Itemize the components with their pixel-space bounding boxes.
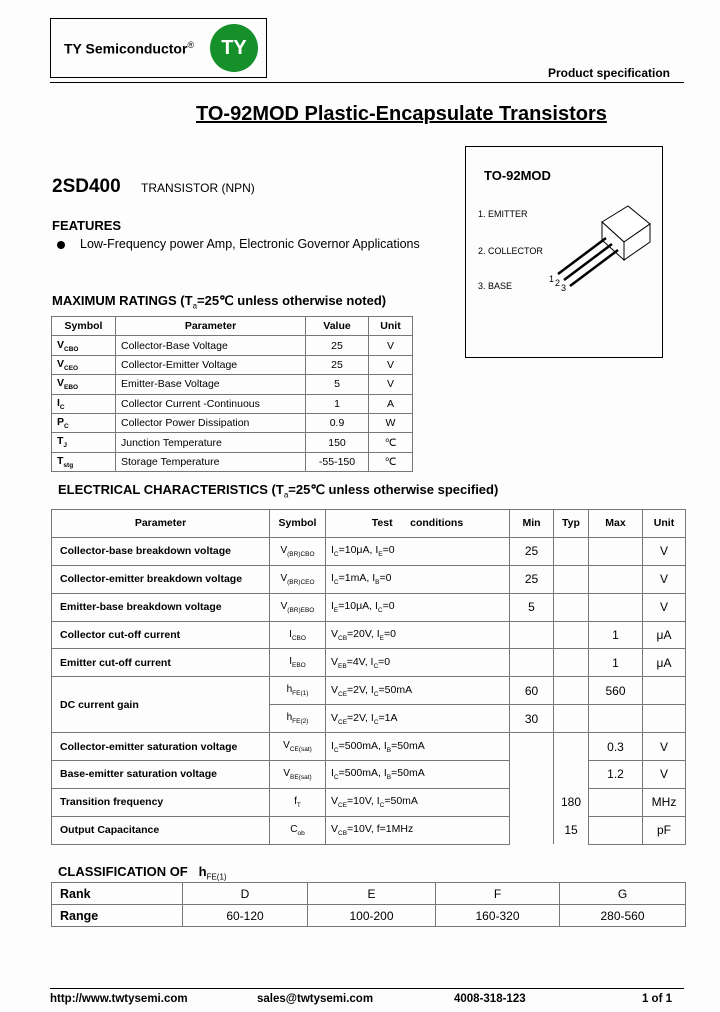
- value-cell: 150: [306, 433, 369, 452]
- symbol-subscript: CE(sat): [289, 746, 312, 754]
- pin-number-1: 1: [549, 274, 555, 284]
- pin-number-2: 2: [555, 278, 561, 288]
- min-cell: [510, 649, 554, 677]
- min-cell: [510, 816, 554, 844]
- min-cell: 60: [510, 677, 554, 705]
- column-header: Test conditions: [326, 510, 510, 538]
- max-cell: 560: [589, 677, 643, 705]
- condition-letter: I: [331, 544, 334, 557]
- max-cell: 1: [589, 649, 643, 677]
- typ-cell: [554, 649, 589, 677]
- condition-value: =50mA: [391, 767, 425, 780]
- range-label: Range: [52, 905, 183, 927]
- condition-subscript: B: [386, 774, 392, 782]
- parameter-cell: Storage Temperature: [116, 452, 306, 471]
- symbol-cell: [52, 452, 116, 471]
- parameter-cell: Collector-Base Voltage: [116, 336, 306, 355]
- symbol-letter: V: [57, 338, 65, 351]
- symbol-letter: T: [57, 454, 64, 467]
- parameter-cell: Base-emitter saturation voltage: [52, 761, 270, 789]
- symbol-letter: V: [57, 377, 65, 390]
- rank-cell: D: [183, 883, 308, 905]
- condition-value: =1mA,: [338, 572, 373, 585]
- condition-subscript: C: [333, 774, 339, 782]
- typ-cell: 180: [554, 788, 589, 816]
- condition-value: =0: [378, 655, 391, 668]
- header-divider: [50, 82, 684, 83]
- typ-cell: [554, 593, 589, 621]
- column-header: Unit: [643, 510, 686, 538]
- symbol-letter: h: [286, 712, 293, 724]
- typ-cell: [554, 537, 589, 565]
- part-description: TRANSISTOR (NPN): [141, 181, 255, 195]
- rank-cell: G: [560, 883, 686, 905]
- condition-value: =0: [384, 627, 396, 640]
- transistor-package-drawing: [540, 200, 660, 300]
- unit-cell: μA: [643, 649, 686, 677]
- symbol-subscript: stg: [63, 461, 74, 469]
- parameter-cell: Collector Current -Continuous: [116, 394, 306, 413]
- condition-letter: V: [331, 823, 339, 836]
- document-title: TO-92MOD Plastic-Encapsulate Transistors: [196, 103, 607, 125]
- unit-cell: V: [643, 537, 686, 565]
- symbol-subscript: EBO: [64, 384, 79, 392]
- table-row: [52, 565, 686, 593]
- electrical-characteristics-heading: ELECTRICAL CHARACTERISTICS ($T_a=25℃$ unless otherwise specified): [58, 482, 499, 500]
- condition-letter: V: [331, 627, 339, 640]
- min-cell: 30: [510, 705, 554, 733]
- symbol-subscript: J: [63, 442, 68, 450]
- part-number: 2SD400: [52, 176, 121, 197]
- condition-letter: I: [331, 600, 334, 613]
- max-cell: [589, 788, 643, 816]
- condition-subscript: CB: [338, 635, 348, 643]
- condition-subscript: EB: [338, 662, 347, 670]
- unit-cell: V: [643, 733, 686, 761]
- symbol-cell: [270, 593, 326, 621]
- symbol-cell: [270, 621, 326, 649]
- condition-value: =2V,: [347, 683, 371, 696]
- condition-subscript: C: [333, 579, 339, 587]
- symbol-cell: [52, 413, 116, 432]
- condition-cell: [326, 677, 510, 705]
- symbol-letter: f: [294, 795, 297, 807]
- unit-cell: V: [369, 375, 413, 394]
- condition-value: =2V,: [347, 711, 371, 724]
- condition-value: =0: [379, 572, 392, 585]
- condition-cell: [326, 733, 510, 761]
- parameter-cell: Collector-emitter breakdown voltage: [52, 565, 270, 593]
- symbol-letter: I: [289, 656, 293, 668]
- typ-cell: [554, 705, 589, 733]
- symbol-cell: [270, 816, 326, 844]
- email-link[interactable]: sales@twtysemi.com: [257, 993, 374, 1005]
- condition-value: =50mA: [378, 683, 413, 696]
- value-cell: 1: [306, 394, 369, 413]
- condition-letter: I: [331, 767, 334, 780]
- parameter-cell: Collector cut-off current: [52, 621, 270, 649]
- condition-subscript: B: [386, 746, 392, 754]
- footer-divider: [50, 988, 684, 989]
- unit-cell: V: [643, 593, 686, 621]
- symbol-subscript: FE(1): [292, 690, 309, 698]
- table-row: [52, 433, 413, 452]
- table-row: [52, 394, 413, 413]
- table-row: [52, 733, 686, 761]
- unit-cell: ℃: [369, 452, 413, 471]
- table-row: [52, 621, 686, 649]
- symbol-subscript: C: [59, 403, 65, 411]
- condition-letter: V: [331, 655, 339, 668]
- parameter-cell: Emitter cut-off current: [52, 649, 270, 677]
- max-cell: [589, 705, 643, 733]
- condition-letter: I: [370, 711, 374, 724]
- rank-row: [52, 883, 686, 905]
- symbol-letter: C: [290, 823, 298, 835]
- symbol-subscript: EBO: [292, 662, 306, 670]
- value-cell: 5: [306, 375, 369, 394]
- min-cell: 25: [510, 537, 554, 565]
- rank-cell: E: [308, 883, 436, 905]
- symbol-letter: I: [57, 396, 60, 409]
- bullet-icon: [57, 241, 65, 249]
- condition-subscript: C: [333, 746, 339, 754]
- unit-cell: ℃: [369, 433, 413, 452]
- symbol-subscript: (BR)CEO: [287, 578, 315, 586]
- column-header: Symbol: [52, 317, 116, 336]
- symbol-cell: [270, 649, 326, 677]
- unit-cell: [643, 705, 686, 733]
- parameter-cell: Emitter-base breakdown voltage: [52, 593, 270, 621]
- max-cell: 1.2: [589, 761, 643, 789]
- table-row: [52, 816, 686, 844]
- min-cell: [510, 733, 554, 761]
- min-cell: [510, 788, 554, 816]
- symbol-letter: h: [286, 684, 293, 696]
- range-cell: 280-560: [560, 905, 686, 927]
- column-header: Unit: [369, 317, 413, 336]
- condition-letter: I: [374, 600, 378, 613]
- value-cell: 25: [306, 336, 369, 355]
- symbol-cell: [270, 788, 326, 816]
- rank-cell: F: [436, 883, 560, 905]
- symbol-letter: V: [280, 572, 288, 584]
- condition-subscript: C: [373, 690, 379, 698]
- condition-subscript: E: [333, 607, 339, 615]
- typ-cell: [554, 621, 589, 649]
- condition-letter: I: [376, 627, 380, 640]
- unit-cell: MHz: [643, 788, 686, 816]
- table-row: [52, 649, 686, 677]
- table-row: [52, 336, 413, 355]
- max-ratings-heading: MAXIMUM RATINGS ($T_a=25℃$ unless otherwise noted): [52, 293, 387, 311]
- condition-letter: I: [370, 683, 374, 696]
- condition-value: =20V,: [347, 627, 377, 640]
- column-header: Max: [589, 510, 643, 538]
- min-cell: 25: [510, 565, 554, 593]
- table-row: [52, 537, 686, 565]
- value-cell: -55-150: [306, 452, 369, 471]
- condition-subscript: CE: [338, 802, 348, 810]
- symbol-cell: [270, 733, 326, 761]
- table-header-row: [52, 510, 686, 538]
- symbol-subscript: CBO: [291, 634, 306, 642]
- package-name: TO-92MOD: [484, 168, 551, 183]
- brand-name: TY Semiconductor®: [64, 40, 195, 57]
- condition-value: =10V, f=1MHz: [347, 823, 414, 836]
- typ-cell: [554, 565, 589, 593]
- symbol-subscript: ob: [297, 829, 305, 837]
- pin-3-label: 3. BASE: [478, 281, 513, 291]
- condition-subscript: C: [373, 662, 379, 670]
- max-cell: [589, 537, 643, 565]
- symbol-subscript: (BR)EBO: [287, 606, 315, 614]
- min-cell: [510, 621, 554, 649]
- symbol-cell: [52, 336, 116, 355]
- condition-letter: I: [375, 544, 379, 557]
- symbol-letter: I: [289, 628, 292, 640]
- condition-subscript: C: [379, 802, 385, 810]
- condition-letter: I: [331, 739, 334, 752]
- condition-subscript: E: [379, 635, 384, 643]
- symbol-cell: [270, 537, 326, 565]
- min-cell: 5: [510, 593, 554, 621]
- symbol-subscript: (BR)CBO: [287, 550, 315, 558]
- unit-cell: V: [643, 761, 686, 789]
- parameter-cell: Collector Power Dissipation: [116, 413, 306, 432]
- max-cell: [589, 565, 643, 593]
- symbol-subscript: C: [64, 423, 69, 431]
- features-heading: FEATURES: [52, 218, 122, 233]
- unit-cell: V: [369, 336, 413, 355]
- condition-value: =10V,: [347, 795, 377, 808]
- condition-value: =500mA,: [338, 767, 384, 780]
- range-row: [52, 905, 686, 927]
- symbol-cell: [52, 394, 116, 413]
- table-row: [52, 413, 413, 432]
- table-row: [52, 761, 686, 789]
- parameter-cell: Output Capacitance: [52, 816, 270, 844]
- condition-letter: V: [331, 711, 339, 724]
- symbol-cell: [270, 761, 326, 789]
- condition-cell: [326, 788, 510, 816]
- page-number: 1 of 1: [641, 993, 672, 1005]
- symbol-cell: [52, 433, 116, 452]
- symbol-letter: V: [283, 740, 290, 752]
- condition-letter: I: [370, 655, 374, 668]
- parameter-cell: DC current gain: [52, 677, 270, 733]
- column-header: Min: [510, 510, 554, 538]
- condition-cell: [326, 593, 510, 621]
- condition-subscript: C: [377, 607, 383, 615]
- phone-number: 4008-318-123: [454, 993, 526, 1005]
- symbol-letter: V: [57, 357, 65, 370]
- range-cell: 100-200: [308, 905, 436, 927]
- electrical-characteristics-table: [51, 509, 686, 845]
- product-specification-label: Product specification: [547, 66, 670, 80]
- condition-cell: [326, 621, 510, 649]
- classification-heading: CLASSIFICATION OF $h_{FE(1)}$: [58, 864, 227, 882]
- unit-cell: pF: [643, 816, 686, 844]
- min-cell: [510, 761, 554, 789]
- symbol-letter: V: [283, 767, 290, 779]
- unit-cell: A: [369, 394, 413, 413]
- website-link[interactable]: http://www.twtysemi.com: [50, 993, 188, 1005]
- symbol-cell: [270, 565, 326, 593]
- max-ratings-table: [51, 316, 413, 472]
- symbol-letter: V: [280, 600, 288, 612]
- condition-cell: [326, 537, 510, 565]
- condition-subscript: CE: [338, 690, 348, 698]
- condition-letter: I: [383, 767, 387, 780]
- parameter-cell: Collector-emitter saturation voltage: [52, 733, 270, 761]
- condition-value: =10μA,: [338, 600, 375, 613]
- value-cell: 25: [306, 355, 369, 374]
- symbol-subscript: T: [296, 801, 301, 809]
- pin-1-label: 1. EMITTER: [478, 209, 528, 219]
- table-row: [52, 788, 686, 816]
- symbol-letter: T: [57, 435, 64, 448]
- symbol-subscript: BE(sat): [290, 773, 312, 781]
- classification-table: [51, 882, 686, 927]
- symbol-cell: [270, 705, 326, 733]
- typ-cell: [554, 733, 589, 761]
- table-row: [52, 593, 686, 621]
- symbol-subscript: FE(2): [292, 718, 309, 726]
- max-cell: 0.3: [589, 733, 643, 761]
- condition-value: =50mA: [384, 795, 418, 808]
- typ-cell: [554, 761, 589, 789]
- table-row: [52, 452, 413, 471]
- typ-cell: [554, 677, 589, 705]
- condition-subscript: C: [373, 718, 379, 726]
- table-row: [52, 677, 686, 705]
- symbol-letter: P: [57, 416, 65, 429]
- condition-subscript: CE: [338, 718, 348, 726]
- symbol-cell: [270, 677, 326, 705]
- unit-cell: μA: [643, 621, 686, 649]
- feature-item: Low-Frequency power Amp, Electronic Governor Applications: [80, 237, 420, 251]
- unit-cell: W: [369, 413, 413, 432]
- parameter-cell: Collector-Emitter Voltage: [116, 355, 306, 374]
- pin-2-label: 2. COLLECTOR: [478, 246, 543, 256]
- condition-letter: V: [331, 795, 339, 808]
- condition-letter: I: [383, 739, 387, 752]
- max-cell: [589, 593, 643, 621]
- condition-value: =10μA,: [338, 544, 376, 557]
- parameter-cell: Collector-base breakdown voltage: [52, 537, 270, 565]
- pin-number-3: 3: [561, 283, 567, 293]
- symbol-subscript: CBO: [64, 345, 79, 353]
- column-header: Typ: [554, 510, 589, 538]
- column-header: Value: [306, 317, 369, 336]
- condition-cell: [326, 565, 510, 593]
- condition-cell: [326, 761, 510, 789]
- condition-subscript: CB: [338, 830, 348, 838]
- condition-value: =500mA,: [338, 739, 384, 752]
- unit-cell: V: [369, 355, 413, 374]
- condition-cell: [326, 705, 510, 733]
- column-header: Parameter: [116, 317, 306, 336]
- max-cell: 1: [589, 621, 643, 649]
- symbol-cell: [52, 355, 116, 374]
- symbol-subscript: CEO: [64, 365, 79, 373]
- condition-value: =4V,: [346, 655, 371, 668]
- unit-cell: V: [643, 565, 686, 593]
- condition-value: =50mA: [391, 739, 425, 752]
- parameter-cell: Junction Temperature: [116, 433, 306, 452]
- symbol-cell: [52, 375, 116, 394]
- condition-cell: [326, 816, 510, 844]
- condition-subscript: E: [378, 551, 383, 559]
- condition-value: =0: [382, 600, 395, 613]
- condition-letter: I: [376, 795, 380, 808]
- condition-letter: I: [331, 572, 334, 585]
- condition-letter: V: [331, 683, 339, 696]
- condition-letter: I: [372, 572, 376, 585]
- table-header-row: [52, 317, 413, 336]
- typ-cell: 15: [554, 816, 589, 844]
- parameter-cell: Emitter-Base Voltage: [116, 375, 306, 394]
- range-cell: 160-320: [436, 905, 560, 927]
- unit-cell: [643, 677, 686, 705]
- condition-subscript: B: [375, 579, 380, 587]
- column-header: Symbol: [270, 510, 326, 538]
- range-cell: 60-120: [183, 905, 308, 927]
- max-cell: [589, 816, 643, 844]
- rank-label: Rank: [52, 883, 183, 905]
- symbol-letter: V: [280, 544, 288, 556]
- condition-value: =0: [382, 544, 395, 557]
- ty-logo: TY: [210, 24, 258, 72]
- condition-subscript: C: [333, 551, 339, 559]
- parameter-cell: Transition frequency: [52, 788, 270, 816]
- table-row: [52, 355, 413, 374]
- table-row: [52, 375, 413, 394]
- column-header: Parameter: [52, 510, 270, 538]
- value-cell: 0.9: [306, 413, 369, 432]
- condition-value: =1A: [378, 711, 398, 724]
- condition-cell: [326, 649, 510, 677]
